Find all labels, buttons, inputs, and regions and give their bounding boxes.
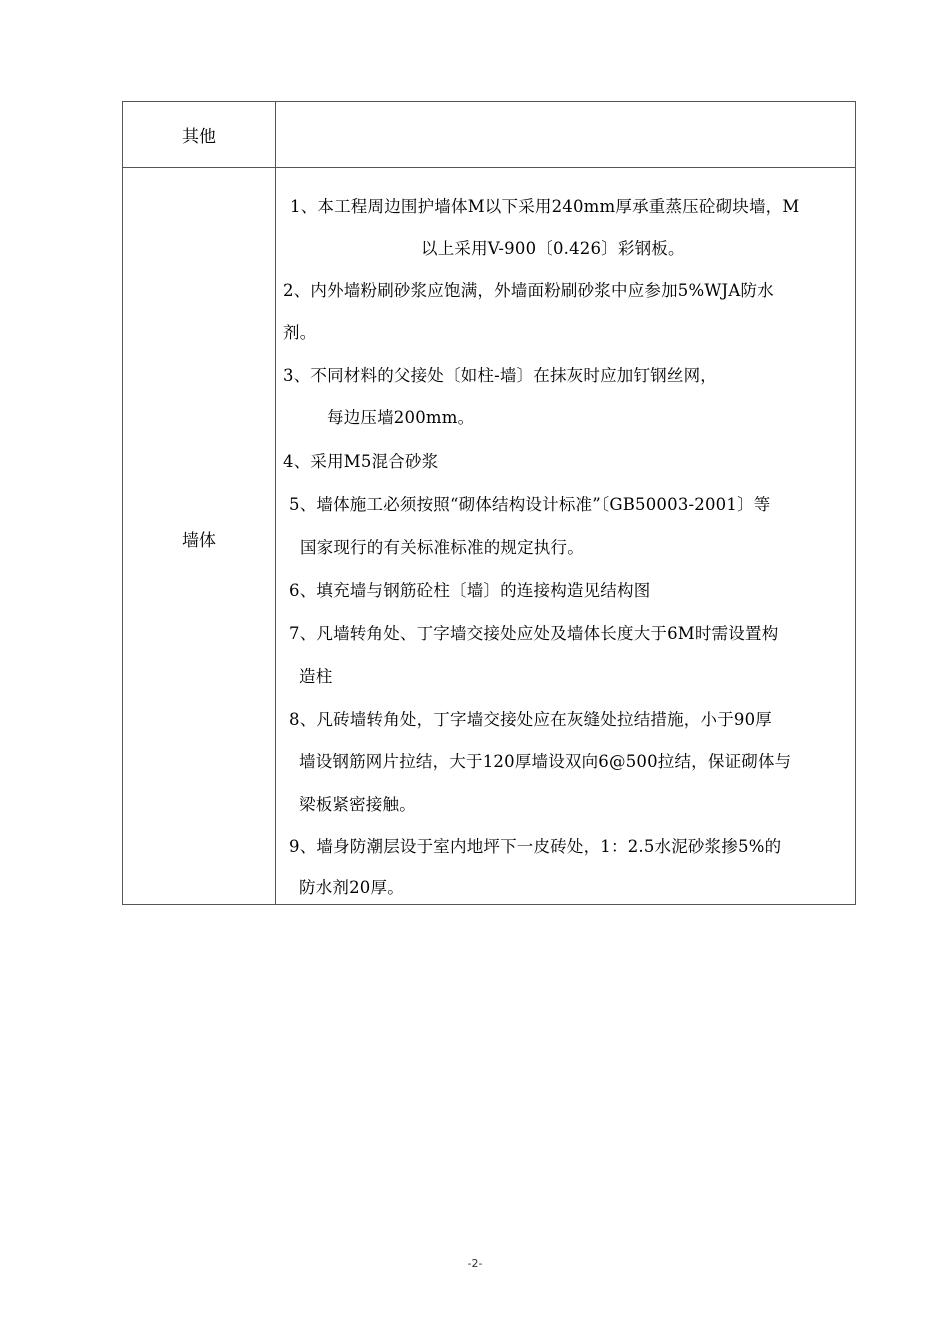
note-line: 1、本工程周边围护墙体M以下采用240mm厚承重蒸压砼砌块墙，M: [290, 197, 800, 216]
note-line: 5、墙体施工必须按照“砌体结构设计标准”〔GB50003-2001〕等: [289, 495, 771, 514]
note-line: 梁板紧密接触。: [299, 795, 416, 814]
note-line: 2、内外墙粉刷砂浆应饱满，外墙面粉刷砂浆中应参加5%WJA防水: [283, 281, 774, 300]
note-line: 6、填充墙与钢筋砼柱〔墙〕的连接构造见结构图: [289, 581, 651, 600]
note-line: 8、凡砖墙转角处，丁字墙交接处应在灰缝处拉结措施，小于90厚: [289, 710, 772, 729]
note-line: 4、采用M5混合砂浆: [283, 452, 439, 471]
row-label-other: 其他: [182, 127, 216, 147]
note-line: 7、凡墙转角处、丁字墙交接处应处及墙体长度大于6M时需设置构: [289, 624, 779, 643]
notes-table: [122, 101, 856, 905]
note-line: 国家现行的有关标准标准的规定执行。: [300, 538, 584, 557]
note-line: 墙设钢筋网片拉结，大于120厚墙设双向6@500拉结，保证砌体与: [299, 752, 792, 771]
page-number: -2-: [467, 1257, 483, 1270]
note-line: 造柱: [299, 667, 333, 686]
note-line: 剂。: [283, 323, 317, 342]
column-divider: [275, 102, 276, 904]
note-line: 每边压墙200mm。: [327, 408, 475, 427]
note-line: 9、墙身防潮层设于室内地坪下一皮砖处，1：2.5水泥砂浆掺5%的: [289, 837, 782, 856]
row-label-wall: 墙体: [182, 531, 216, 551]
row-divider: [123, 167, 855, 168]
note-line: 以上采用V-900〔0.426〕彩钢板。: [421, 239, 685, 258]
note-line: 防水剂20厚。: [299, 878, 404, 897]
note-line: 3、不同材料的父接处〔如柱-墙〕在抹灰时应加钉钢丝网，: [283, 366, 717, 385]
